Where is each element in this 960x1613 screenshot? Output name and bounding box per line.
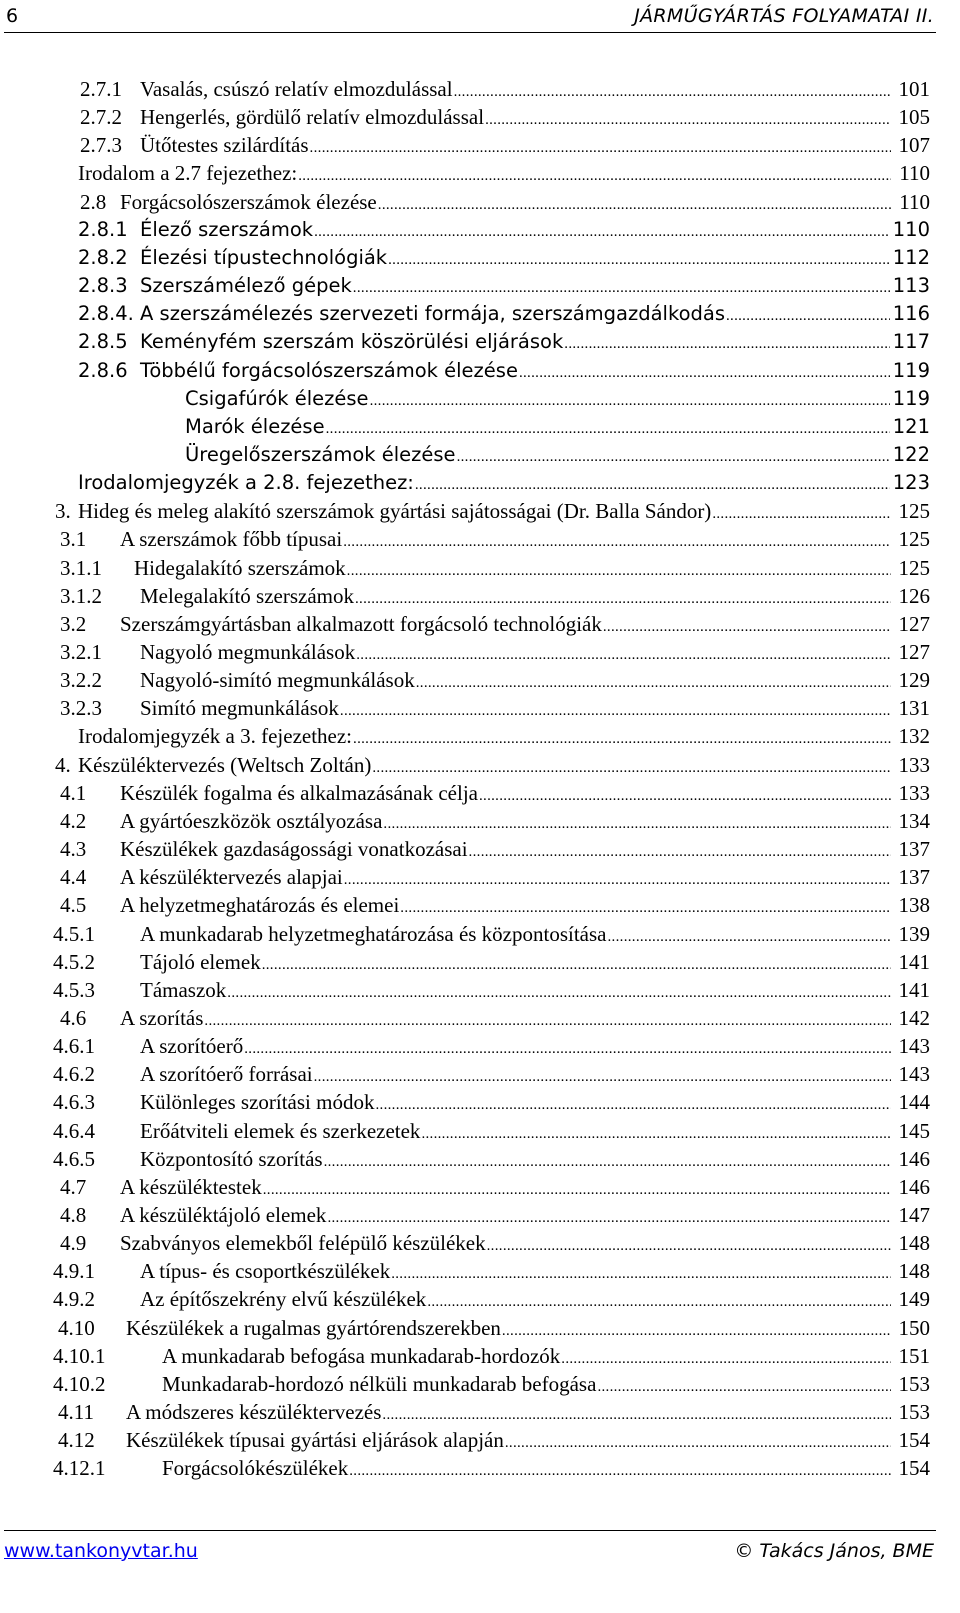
toc-entry-number: 4.4 bbox=[60, 865, 87, 890]
toc-entry[interactable] bbox=[53, 1370, 930, 1398]
toc-leader-dots bbox=[353, 725, 891, 753]
toc-leader-dots bbox=[356, 641, 891, 669]
toc-entry-title: Üregelőszerszámok élezése bbox=[185, 442, 456, 466]
toc-entry-page: 134 bbox=[898, 808, 930, 833]
toc-entry-page: 126 bbox=[898, 583, 930, 608]
toc-entry-number: 4.11 bbox=[58, 1400, 94, 1425]
toc-entry[interactable] bbox=[60, 638, 930, 666]
toc-entry-title: A készüléktestek bbox=[120, 1174, 262, 1199]
toc-leader-dots bbox=[204, 1007, 891, 1035]
toc-entry-number: 4.10.1 bbox=[53, 1343, 106, 1368]
toc-entry-page: 132 bbox=[898, 724, 930, 749]
toc-entry-title: Nagyoló megmunkálások bbox=[140, 640, 356, 664]
toc-entry-number: 4.3 bbox=[60, 837, 87, 862]
toc-entry-title: A munkadarab helyzetmeghatározása és központosítása bbox=[140, 921, 607, 946]
toc-entry[interactable] bbox=[78, 357, 930, 385]
toc-entry-title: Hidegalakító szerszámok bbox=[134, 555, 346, 580]
toc-entry[interactable] bbox=[80, 188, 930, 216]
toc-entry[interactable] bbox=[78, 159, 930, 187]
toc-entry[interactable] bbox=[53, 1285, 930, 1313]
toc-leader-dots bbox=[457, 443, 890, 471]
toc-entry-title: Munkadarab-hordozó nélküli munkadarab befogása bbox=[162, 1371, 597, 1396]
toc-entry-number: 4.6.3 bbox=[53, 1090, 95, 1115]
toc-entry-number: 4.5.2 bbox=[53, 949, 95, 974]
toc-entry-page: 142 bbox=[898, 1005, 930, 1030]
toc-leader-dots bbox=[454, 78, 891, 106]
toc-entry-number: 4.6.4 bbox=[53, 1118, 95, 1143]
toc-leader-dots bbox=[343, 528, 891, 556]
toc-entry-page: 125 bbox=[898, 499, 930, 524]
toc-entry-title: A szorítás bbox=[120, 1005, 204, 1030]
toc-leader-dots bbox=[262, 951, 891, 979]
toc-entry-title: A munkadarab befogása munkadarab-hordozók bbox=[162, 1343, 561, 1368]
toc-leader-dots bbox=[603, 613, 891, 641]
toc-entry-title: Az építőszekrény elvű készülékek bbox=[140, 1287, 427, 1312]
toc-entry-page: 119 bbox=[892, 358, 930, 382]
toc-entry-page: 147 bbox=[898, 1203, 930, 1227]
toc-entry-title: Csigafúrók élezése bbox=[185, 386, 369, 410]
toc-entry-number: 4.6.5 bbox=[53, 1146, 95, 1171]
toc-entry-page: 137 bbox=[898, 837, 930, 862]
toc-leader-dots bbox=[298, 162, 891, 190]
toc-entry-title: A típus- és csoportkészülékek bbox=[140, 1259, 391, 1284]
copyright-notice: © Takács János, BME bbox=[734, 1540, 934, 1562]
toc-entry-page: 148 bbox=[898, 1231, 930, 1256]
toc-entry-title: Élezési típustechnológiák bbox=[140, 245, 388, 269]
toc-entry-page: 144 bbox=[898, 1090, 930, 1115]
toc-entry-title: Simító megmunkálások bbox=[140, 696, 339, 721]
toc-entry-page: 139 bbox=[898, 921, 930, 946]
toc-entry-number: 2.8.3 bbox=[78, 274, 128, 298]
toc-leader-dots bbox=[244, 1035, 891, 1063]
toc-entry-title: A gyártóeszközök osztályozása bbox=[120, 808, 383, 833]
toc-entry[interactable] bbox=[53, 1145, 930, 1173]
toc-entry[interactable] bbox=[53, 1060, 930, 1088]
toc-leader-dots bbox=[349, 1457, 891, 1485]
toc-entry[interactable] bbox=[53, 1117, 930, 1145]
toc-leader-dots bbox=[353, 274, 890, 302]
toc-entry-number: 4.5.3 bbox=[53, 977, 95, 1002]
toc-entry-page: 148 bbox=[898, 1259, 930, 1284]
toc-entry[interactable] bbox=[53, 1454, 930, 1482]
toc-entry-title: Készüléktervezés (Weltsch Zoltán) bbox=[78, 752, 372, 777]
toc-leader-dots bbox=[310, 134, 891, 162]
toc-entry-number: 4.12 bbox=[58, 1428, 95, 1453]
toc-entry-title: Különleges szorítási módok bbox=[140, 1090, 375, 1115]
toc-entry[interactable] bbox=[53, 976, 930, 1004]
toc-entry-number: 4.9.2 bbox=[53, 1287, 95, 1312]
page-footer bbox=[4, 1530, 936, 1567]
toc-entry-title: Központosító szorítás bbox=[140, 1146, 323, 1171]
toc-entry-title: Készülék fogalma és alkalmazásának célja bbox=[120, 780, 478, 805]
toc-entry-title: Erőátviteli elemek és szerkezetek bbox=[140, 1118, 421, 1143]
toc-entry-title: Készülékek a rugalmas gyártórendszerekben bbox=[126, 1315, 501, 1340]
toc-entry-page: 149 bbox=[898, 1287, 930, 1312]
toc-entry[interactable] bbox=[53, 920, 930, 948]
page-header bbox=[4, 2, 936, 33]
toc-entry-page: 110 bbox=[899, 161, 930, 186]
toc-entry-number: 3.2 bbox=[60, 611, 87, 636]
toc-entry[interactable] bbox=[58, 1314, 930, 1342]
toc-entry-page: 110 bbox=[899, 189, 930, 214]
toc-entry[interactable] bbox=[80, 103, 930, 131]
toc-entry[interactable] bbox=[60, 1201, 930, 1229]
toc-leader-dots bbox=[726, 302, 890, 330]
toc-entry-page: 129 bbox=[898, 668, 930, 693]
toc-entry-page: 133 bbox=[898, 780, 930, 805]
toc-entry-title: Marók élezése bbox=[185, 414, 325, 438]
toc-entry-title: A készüléktájoló elemek bbox=[120, 1203, 327, 1227]
toc-leader-dots bbox=[263, 1176, 891, 1204]
toc-entry[interactable] bbox=[60, 554, 930, 582]
toc-leader-dots bbox=[597, 1373, 891, 1401]
toc-entry-number: 3.1.1 bbox=[60, 555, 102, 580]
toc-entry-title: Készülékek típusai gyártási eljárások alapján bbox=[126, 1428, 504, 1453]
toc-entry-title: Melegalakító szerszámok bbox=[140, 583, 354, 608]
toc-entry-number: 4.10 bbox=[58, 1315, 95, 1340]
toc-entry[interactable] bbox=[53, 948, 930, 976]
toc-leader-dots bbox=[344, 866, 891, 894]
toc-entry-number: 2.7.3 bbox=[80, 133, 122, 158]
toc-entry-title: Keményfém szerszám köszörülési eljárások bbox=[140, 330, 564, 354]
toc-entry-page: 127 bbox=[898, 611, 930, 636]
toc-leader-dots bbox=[712, 500, 891, 528]
toc-entry-number: 4.2 bbox=[60, 808, 87, 833]
toc-leader-dots bbox=[505, 1429, 891, 1457]
toc-entry-number: 4.9 bbox=[60, 1231, 87, 1256]
toc-entry-title: A helyzetmeghatározás és elemei bbox=[120, 893, 400, 918]
toc-entry-title: Szabványos elemekből felépülő készülékek bbox=[120, 1231, 486, 1256]
site-link[interactable]: www.tankonyvtar.hu bbox=[4, 1540, 198, 1562]
toc-entry[interactable] bbox=[60, 779, 930, 807]
toc-entry-title: Támaszok bbox=[140, 977, 227, 1002]
toc-entry-title: Vasalás, csúszó relatív elmozdulással bbox=[140, 77, 453, 101]
toc-entry[interactable] bbox=[60, 666, 930, 694]
toc-entry-title: Készülékek gazdaságossági vonatkozásai bbox=[120, 837, 468, 862]
toc-entry-page: 113 bbox=[892, 274, 930, 298]
toc-entry-number: 4.5 bbox=[60, 893, 87, 918]
toc-leader-dots bbox=[391, 1260, 891, 1288]
toc-entry[interactable] bbox=[78, 216, 930, 244]
toc-entry[interactable] bbox=[60, 891, 930, 919]
toc-entry-page: 101 bbox=[898, 77, 930, 101]
toc-entry[interactable] bbox=[60, 525, 930, 553]
toc-entry-page: 146 bbox=[898, 1174, 930, 1199]
toc-entry[interactable] bbox=[53, 1088, 930, 1116]
toc-leader-dots bbox=[327, 1204, 891, 1232]
toc-entry-page: 141 bbox=[898, 977, 930, 1002]
toc-entry[interactable] bbox=[78, 272, 930, 300]
toc-entry-title: Nagyoló-simító megmunkálások bbox=[140, 668, 415, 693]
toc-leader-dots bbox=[479, 782, 891, 810]
toc-entry-title: Többélű forgácsolószerszámok élezése bbox=[140, 358, 518, 382]
toc-entry-number: 2.8.1 bbox=[78, 217, 128, 241]
toc-entry-number: 3.1 bbox=[60, 527, 87, 552]
toc-entry-page: 151 bbox=[898, 1343, 930, 1368]
toc-entry-page: 125 bbox=[898, 527, 930, 552]
toc-entry[interactable] bbox=[78, 722, 930, 750]
toc-entry-number: 3.2.1 bbox=[60, 640, 102, 664]
toc-entry-page: 153 bbox=[898, 1371, 930, 1396]
toc-entry-page: 105 bbox=[898, 105, 930, 130]
toc-entry-title: Forgácsolószerszámok élezése bbox=[120, 189, 377, 214]
toc-entry-number: 4.7 bbox=[60, 1174, 87, 1199]
toc-leader-dots bbox=[378, 191, 891, 219]
toc-leader-dots bbox=[564, 330, 890, 358]
toc-entry-number: 2.8.6 bbox=[78, 358, 128, 382]
toc-entry-title: Ütőtestes szilárdítás bbox=[140, 133, 309, 158]
toc-leader-dots bbox=[375, 1091, 891, 1119]
toc-entry-page: 107 bbox=[898, 133, 930, 158]
toc-entry-page: 145 bbox=[898, 1118, 930, 1143]
toc-entry-number: 2.8 bbox=[80, 189, 107, 214]
toc-leader-dots bbox=[347, 557, 891, 585]
book-title: JÁRMŰGYÁRTÁS FOLYAMATAI II. bbox=[634, 5, 934, 27]
toc-entry-number: 4.9.1 bbox=[53, 1259, 95, 1284]
toc-entry[interactable] bbox=[78, 469, 930, 497]
toc-entry-page: 119 bbox=[892, 386, 930, 410]
toc-entry[interactable] bbox=[60, 610, 930, 638]
toc-entry-number: 2.8.5 bbox=[78, 330, 128, 354]
page-number: 6 bbox=[6, 5, 19, 27]
toc-entry-number: 2.8.4. bbox=[78, 302, 134, 326]
toc-entry[interactable] bbox=[60, 807, 930, 835]
toc-entry[interactable] bbox=[60, 835, 930, 863]
toc-entry-page: 154 bbox=[898, 1456, 930, 1481]
toc-entry[interactable] bbox=[185, 413, 930, 441]
toc-entry-number: 3. bbox=[55, 499, 71, 524]
toc-leader-dots bbox=[608, 923, 892, 951]
toc-leader-dots bbox=[561, 1345, 891, 1373]
toc-entry-title: A szerszámélezés szervezeti formája, szerszámgazdálkodás bbox=[140, 302, 725, 326]
toc-leader-dots bbox=[469, 838, 891, 866]
toc-entry[interactable] bbox=[185, 385, 930, 413]
toc-entry-page: 137 bbox=[898, 865, 930, 890]
toc-leader-dots bbox=[427, 1288, 891, 1316]
toc-entry-page: 138 bbox=[898, 893, 930, 918]
toc-leader-dots bbox=[383, 810, 891, 838]
toc-entry[interactable] bbox=[80, 131, 930, 159]
toc-entry[interactable] bbox=[58, 1398, 930, 1426]
toc-entry-number: 4. bbox=[55, 752, 71, 777]
toc-leader-dots bbox=[372, 754, 891, 782]
toc-entry-title: Szerszámgyártásban alkalmazott forgácsoló technológiák bbox=[120, 611, 602, 636]
toc-entry[interactable] bbox=[58, 1426, 930, 1454]
toc-entry-title: Irodalom a 2.7 fejezethez: bbox=[78, 161, 298, 186]
toc-entry[interactable] bbox=[185, 441, 930, 469]
toc-entry-page: 143 bbox=[898, 1034, 930, 1059]
toc-entry-number: 4.5.1 bbox=[53, 921, 95, 946]
toc-leader-dots bbox=[388, 246, 890, 274]
toc-entry-title: A szorítóerő bbox=[140, 1034, 244, 1059]
toc-entry-title: Hideg és meleg alakító szerszámok gyártási sajátosságai (Dr. Balla Sándor) bbox=[78, 499, 712, 524]
toc-entry-number: 4.6.2 bbox=[53, 1062, 95, 1087]
toc-entry-page: 131 bbox=[898, 696, 930, 721]
toc-leader-dots bbox=[502, 1317, 891, 1345]
toc-entry-title: Forgácsolókészülékek bbox=[162, 1456, 349, 1481]
toc-leader-dots bbox=[227, 979, 891, 1007]
toc-entry-page: 146 bbox=[898, 1146, 930, 1171]
toc-entry-number: 2.7.1 bbox=[80, 77, 122, 101]
toc-entry-page: 141 bbox=[898, 949, 930, 974]
toc-entry-number: 4.12.1 bbox=[53, 1456, 106, 1481]
toc-entry[interactable] bbox=[60, 582, 930, 610]
toc-entry-page: 116 bbox=[892, 302, 930, 326]
toc-entry-title: Irodalomjegyzék a 2.8. fejezethez: bbox=[78, 471, 414, 495]
toc-leader-dots bbox=[355, 585, 891, 613]
toc-entry[interactable] bbox=[78, 328, 930, 356]
toc-entry-page: 117 bbox=[892, 330, 930, 354]
toc-entry-title: Tájoló elemek bbox=[140, 949, 261, 974]
toc-entry-title: Szerszámélező gépek bbox=[140, 274, 352, 298]
toc-entry-page: 122 bbox=[892, 442, 930, 466]
toc-entry-number: 4.1 bbox=[60, 780, 87, 805]
toc-entry[interactable] bbox=[78, 300, 930, 328]
toc-entry-title: A szerszámok főbb típusai bbox=[120, 527, 343, 552]
toc-leader-dots bbox=[382, 1401, 891, 1429]
toc-leader-dots bbox=[421, 1120, 891, 1148]
toc-leader-dots bbox=[487, 1232, 891, 1260]
toc-entry[interactable] bbox=[55, 497, 930, 525]
toc-entry-number: 4.6.1 bbox=[53, 1034, 95, 1059]
toc-entry[interactable] bbox=[60, 694, 930, 722]
toc-entry-title: A készüléktervezés alapjai bbox=[120, 865, 343, 890]
toc-leader-dots bbox=[324, 1148, 891, 1176]
toc-leader-dots bbox=[326, 415, 890, 443]
toc-entry[interactable] bbox=[80, 75, 930, 103]
toc-entry-number: 4.8 bbox=[60, 1203, 87, 1227]
toc-entry-number: 3.2.2 bbox=[60, 668, 102, 693]
toc-leader-dots bbox=[400, 894, 891, 922]
toc-entry-title: Hengerlés, gördülő relatív elmozdulással bbox=[140, 105, 485, 130]
toc-entry[interactable] bbox=[60, 863, 930, 891]
toc-entry[interactable] bbox=[55, 751, 930, 779]
toc-entry-page: 110 bbox=[892, 217, 930, 241]
toc-leader-dots bbox=[415, 471, 890, 499]
toc-entry-page: 150 bbox=[898, 1315, 930, 1340]
toc-leader-dots bbox=[340, 697, 891, 725]
toc-entry-number: 2.7.2 bbox=[80, 105, 122, 130]
toc-entry-page: 127 bbox=[898, 640, 930, 664]
toc-entry-page: 125 bbox=[898, 555, 930, 580]
toc-entry[interactable] bbox=[60, 1229, 930, 1257]
toc-entry-number: 4.6 bbox=[60, 1005, 87, 1030]
toc-entry-title: A szorítóerő forrásai bbox=[140, 1062, 313, 1087]
toc-entry-number: 2.8.2 bbox=[78, 245, 128, 269]
toc-entry-page: 123 bbox=[892, 471, 930, 495]
toc-leader-dots bbox=[314, 218, 890, 246]
toc-entry[interactable] bbox=[53, 1032, 930, 1060]
toc-entry-page: 153 bbox=[898, 1400, 930, 1425]
toc-entry-page: 112 bbox=[892, 245, 930, 269]
toc-entry[interactable] bbox=[53, 1257, 930, 1285]
toc-entry[interactable] bbox=[60, 1004, 930, 1032]
toc-leader-dots bbox=[485, 106, 891, 134]
toc-entry-page: 154 bbox=[898, 1428, 930, 1453]
toc-entry-title: A módszeres készüléktervezés bbox=[126, 1400, 382, 1425]
toc-entry[interactable] bbox=[53, 1342, 930, 1370]
toc-entry-page: 121 bbox=[892, 414, 930, 438]
toc-entry-title: Élező szerszámok bbox=[140, 217, 314, 241]
toc-entry-title: Irodalomjegyzék a 3. fejezethez: bbox=[78, 724, 353, 749]
toc-entry[interactable] bbox=[78, 244, 930, 272]
toc-leader-dots bbox=[370, 387, 890, 415]
toc-entry-page: 143 bbox=[898, 1062, 930, 1087]
toc-entry-number: 4.10.2 bbox=[53, 1371, 106, 1396]
toc-entry-page: 133 bbox=[898, 752, 930, 777]
toc-leader-dots bbox=[416, 669, 891, 697]
toc-leader-dots bbox=[314, 1063, 891, 1091]
toc-entry[interactable] bbox=[60, 1173, 930, 1201]
toc-entry-number: 3.2.3 bbox=[60, 696, 102, 721]
toc-entry-number: 3.1.2 bbox=[60, 583, 102, 608]
toc-leader-dots bbox=[519, 359, 890, 387]
